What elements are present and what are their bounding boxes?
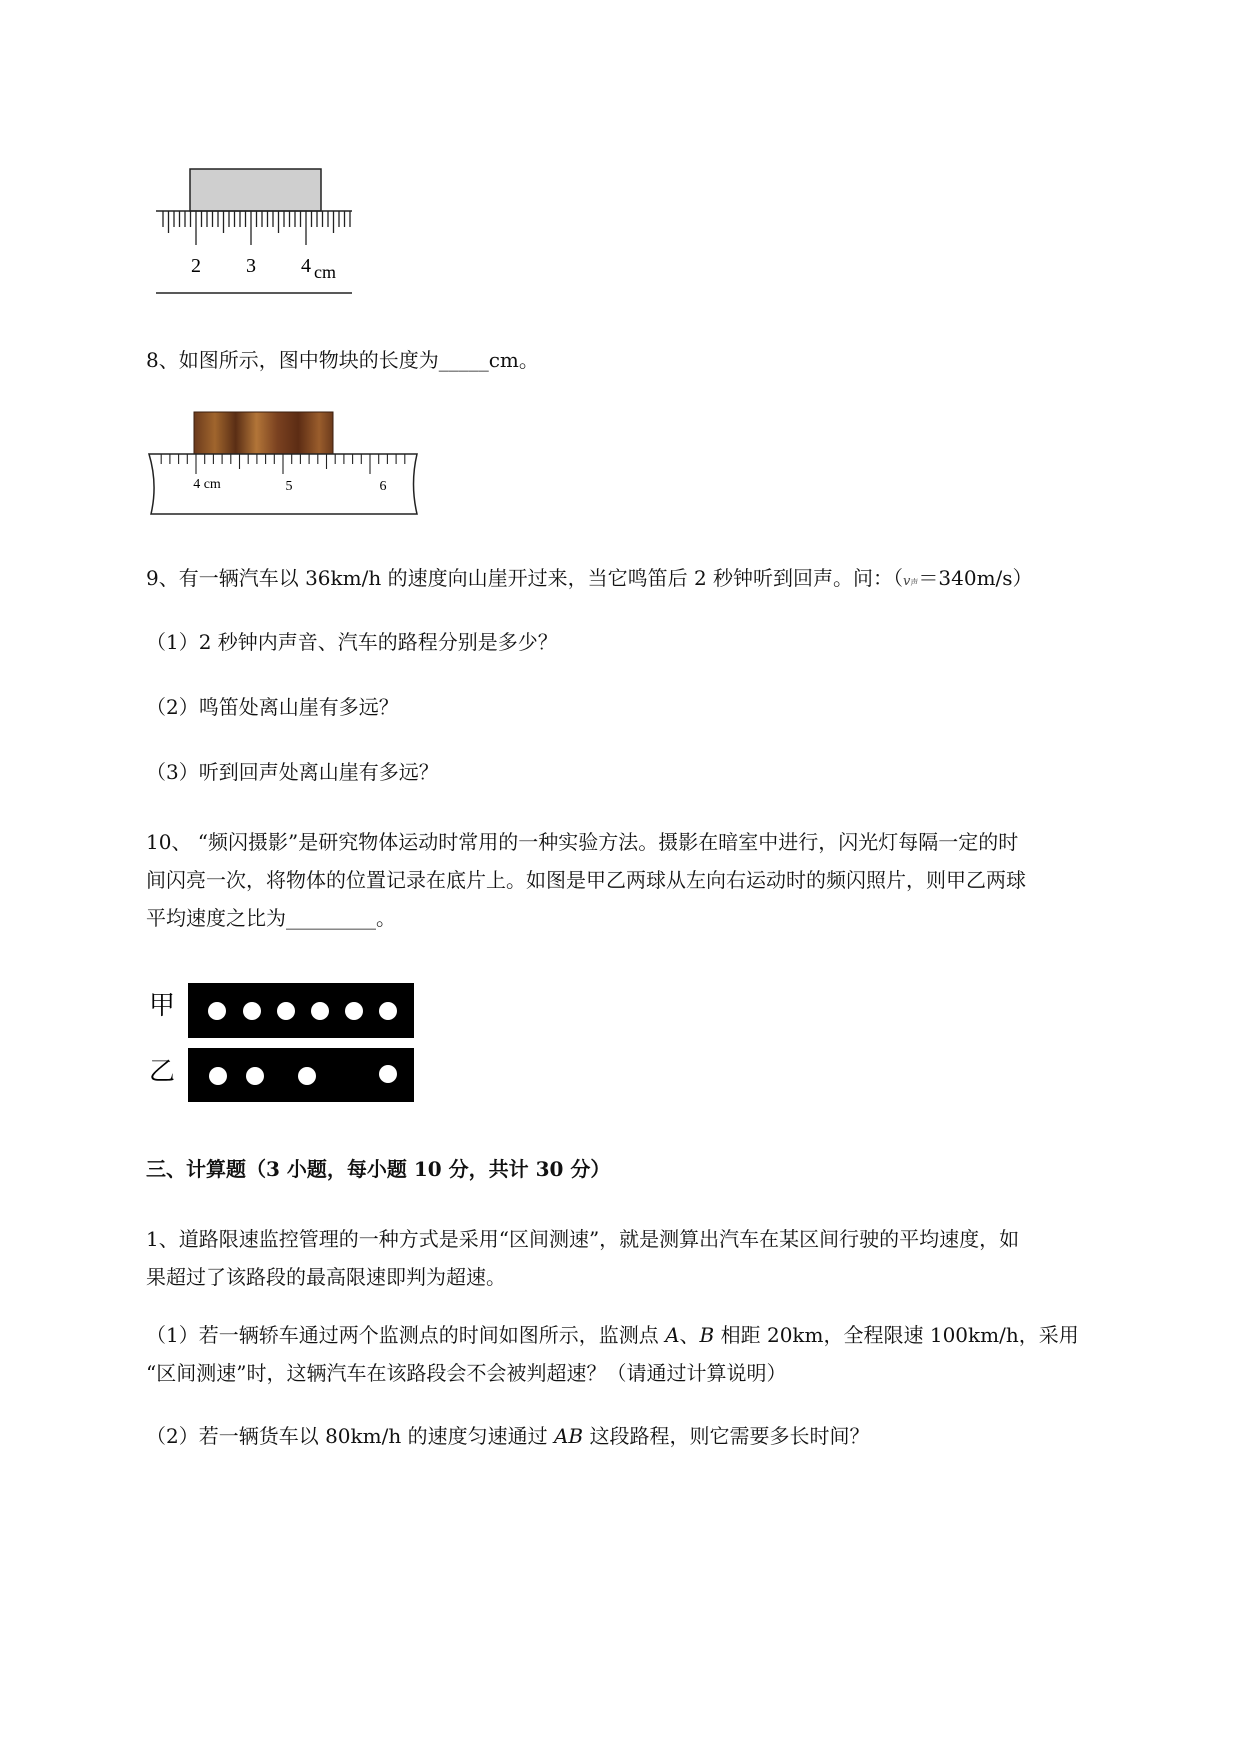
speed-subscript: 声 — [910, 578, 919, 587]
ruler-label-2: 2 — [191, 255, 201, 277]
ball — [209, 1067, 227, 1085]
c1-sub1-line-1 — [146, 1316, 1146, 1354]
ruler-ticks — [163, 211, 350, 245]
question-9-sub-3: （3）听到回声处离山崖有多远？ — [146, 760, 439, 784]
ball — [379, 1065, 397, 1083]
segment-ab: AB — [553, 1424, 584, 1448]
calc-question-1 — [146, 1220, 1146, 1296]
point-a: A — [665, 1323, 680, 1347]
c1-sub1-sep: 、 — [679, 1323, 700, 1347]
label-yi: 乙 — [149, 1057, 176, 1087]
question-9-sub-1: （1）2 秒钟内声音、汽车的路程分别是多少？ — [146, 630, 558, 654]
q9-stem-a: 9、有一辆汽车以 36km/h 的速度向山崖开过来，当它鸣笛后 2 秒钟听到回声。问：（ — [146, 566, 904, 590]
ruler-label-5: 5 — [285, 479, 293, 494]
ball — [298, 1067, 316, 1085]
c1-sub1-line-2: “区间测速”时，这辆汽车在该路段会不会被判超速？（请通过计算说明） — [146, 1361, 787, 1385]
ball — [345, 1002, 363, 1020]
strobe-photo-figure — [146, 980, 426, 1105]
ruler-figure-1 — [150, 160, 360, 300]
measured-block — [190, 169, 321, 211]
c1-line-2: 果超过了该路段的最高限速即判为超速。 — [146, 1265, 506, 1289]
q10-line-1: 10、 “频闪摄影”是研究物体运动时常用的一种实验方法。摄影在暗室中进行，闪光灯每隔一定的时 — [146, 830, 1019, 854]
section-3-heading: 三、计算题（3 小题，每小题 10 分，共计 30 分） — [146, 1157, 611, 1181]
ball — [311, 1002, 329, 1020]
c1-sub1-b: 相距 20km，全程限速 100km/h，采用 — [714, 1323, 1079, 1347]
ruler-label-4cm: 4 cm — [193, 477, 221, 492]
c1-line-1: 1、道路限速监控管理的一种方式是采用“区间测速”，就是测算出汽车在某区间行驶的平均速度，如 — [146, 1227, 1020, 1251]
c1-sub1-a: （1）若一辆轿车通过两个监测点的时间如图所示，监测点 — [146, 1323, 666, 1347]
q10-line-3: 平均速度之比为_________。 — [146, 906, 396, 930]
ball — [379, 1002, 397, 1020]
ruler-label-3: 3 — [246, 255, 256, 277]
q9-stem-b: ＝340m/s） — [918, 566, 1033, 590]
ruler-label-6: 6 — [379, 479, 387, 494]
ball — [246, 1067, 264, 1085]
label-jia: 甲 — [149, 991, 176, 1021]
q10-line-2: 间闪亮一次，将物体的位置记录在底片上。如图是甲乙两球从左向右运动时的频闪照片，则甲乙两球 — [146, 868, 1026, 892]
ball — [208, 1002, 226, 1020]
question-9-sub-2: （2）鸣笛处离山崖有多远？ — [146, 695, 399, 719]
speed-symbol: v — [903, 574, 911, 589]
calc-question-1-sub-2 — [146, 1424, 869, 1448]
wooden-block — [194, 412, 333, 454]
ruler-figure-2 — [145, 410, 425, 525]
c1-sub2-a: （2）若一辆货车以 80km/h 的速度匀速通过 — [146, 1424, 554, 1448]
ball — [277, 1002, 295, 1020]
ball — [243, 1002, 261, 1020]
question-10 — [146, 823, 1146, 937]
c1-sub2-b: 这段路程，则它需要多长时间？ — [583, 1424, 870, 1448]
question-8: 8、如图所示，图中物块的长度为_____cm。 — [146, 348, 539, 372]
question-9-stem — [146, 566, 1033, 595]
point-b: B — [699, 1323, 715, 1347]
ruler-unit: cm — [314, 262, 336, 282]
calc-question-1-sub-1 — [146, 1316, 1146, 1392]
ruler-label-4: 4 — [301, 255, 311, 277]
